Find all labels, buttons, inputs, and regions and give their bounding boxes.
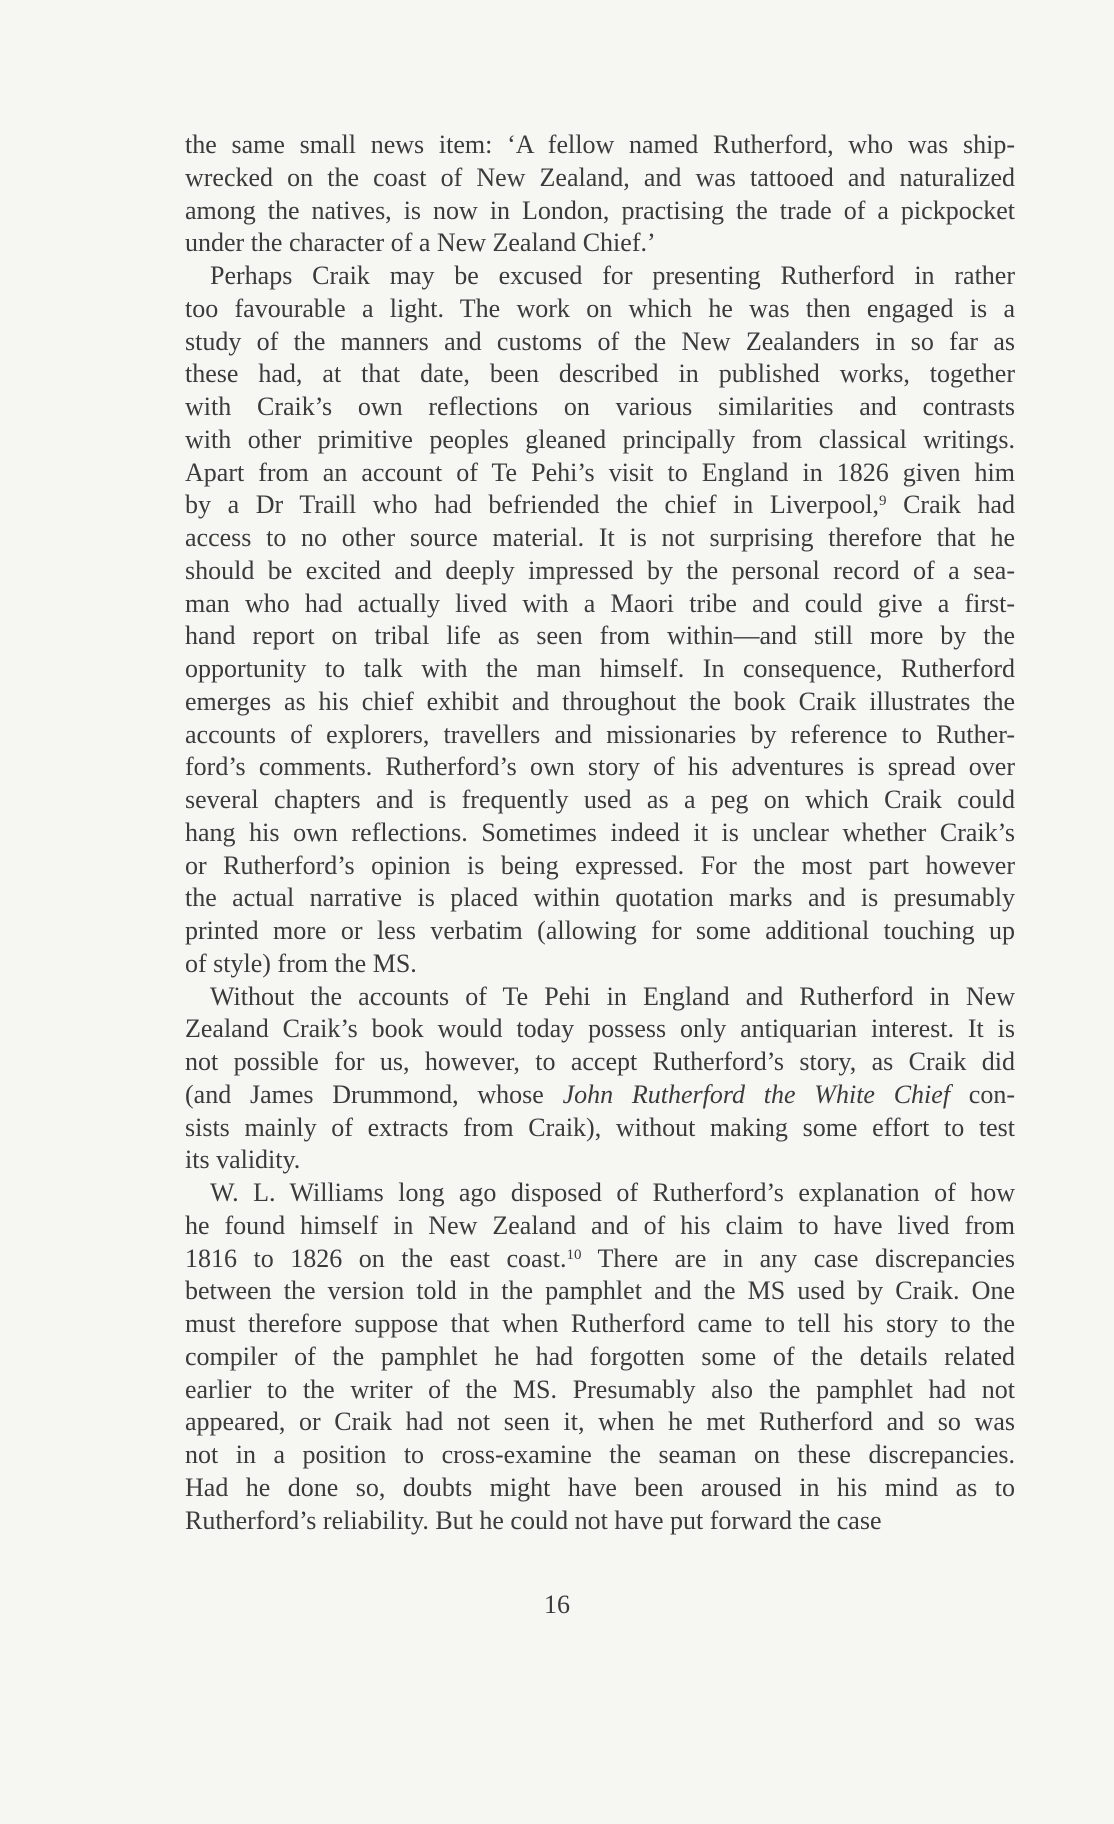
text-line: opportunity to talk with the man himself. In consequence, Rutherford: [185, 654, 1015, 683]
text-line: wrecked on the coast of New Zealand, and was tattooed and naturalized: [185, 162, 1015, 192]
text-line: with Craik’s own reflections on various similarities and contrasts: [185, 392, 1015, 421]
text-line: compiler of the pamphlet he had forgotten some of the details related: [185, 1341, 1015, 1371]
paragraph: [185, 260, 1015, 981]
text-line: Rutherford’s reliability. But he could not have put forward the case: [185, 1505, 882, 1535]
text-line: earlier to the writer of the MS. Presumably also the pamphlet had not: [185, 1374, 1015, 1404]
text-line: Zealand Craik’s book would today possess only antiquarian interest. It is: [185, 1014, 1015, 1044]
text-line: man who had actually lived with a Maori tribe and could give a first-: [185, 588, 1015, 618]
text-line: the same small news item: ‘A fellow named Rutherford, who was ship-: [185, 130, 1015, 159]
text-line: among the natives, is now in London, practising the trade of a pickpocket: [185, 195, 1015, 225]
text-line: the actual narrative is placed within quotation marks and is presumably: [185, 883, 1015, 913]
text-line: of style) from the MS.: [185, 948, 417, 978]
text-line: hang his own reflections. Sometimes indeed it is unclear whether Craik’s: [185, 817, 1015, 847]
text-line: with other primitive peoples gleaned principally from classical writings.: [185, 424, 1015, 454]
text-line: its validity.: [185, 1145, 301, 1175]
text-line: must therefore suppose that when Rutherford came to tell his story to the: [185, 1309, 1015, 1338]
text-line: 1816 to 1826 on the east coast.$^{10}$ There are in any case discrepancies: [185, 1243, 1015, 1273]
text-line: printed more or less verbatim (allowing for some additional touching up: [185, 916, 1015, 945]
text-line: Perhaps Craik may be excused for presenting Rutherford in rather: [210, 261, 1015, 290]
text-line: Without the accounts of Te Pehi in England and Rutherford in New: [210, 981, 1015, 1011]
text-line: not possible for us, however, to accept Rutherford’s story, as Craik did: [185, 1047, 1015, 1076]
text-line: several chapters and is frequently used as a peg on which Craik could: [185, 785, 1015, 814]
paragraph: [185, 981, 1015, 1178]
text-line: W. L. Williams long ago disposed of Rutherford’s explanation of how: [210, 1178, 1015, 1207]
text-line: ford’s comments. Rutherford’s own story of his adventures is spread over: [185, 752, 1015, 782]
text-line: or Rutherford’s opinion is being expressed. For the most part however: [185, 850, 1015, 880]
paragraph: [185, 129, 1015, 260]
text-line: too favourable a light. The work on which he was then engaged is a: [185, 293, 1015, 323]
text-line: Apart from an account of Te Pehi’s visit to England in 1826 given him: [185, 457, 1015, 487]
text-line: he found himself in New Zealand and of his claim to have lived from: [185, 1210, 1015, 1240]
text-line: (and James Drummond, whose John Rutherford the White Chief con-: [185, 1079, 1016, 1109]
text-line: sists mainly of extracts from Craik), without making some effort to test: [185, 1112, 1015, 1142]
text-line: Had he done so, doubts might have been aroused in his mind as to: [185, 1472, 1015, 1502]
body-text: [185, 129, 1015, 1537]
footnote-reference: 9: [878, 493, 887, 509]
text-line: hand report on tribal life as seen from within—and still more by the: [185, 621, 1015, 651]
text-line: emerges as his chief exhibit and throughout the book Craik illustrates the: [185, 686, 1015, 716]
page-number: 16: [544, 1590, 570, 1619]
text-line: these had, at that date, been described in published works, together: [185, 359, 1015, 389]
text-line: should be excited and deeply impressed by the personal record of a sea-: [185, 555, 1015, 585]
text-line: access to no other source material. It is not surprising therefore that he: [185, 523, 1015, 552]
text-line: appeared, or Craik had not seen it, when he met Rutherford and so was: [185, 1407, 1015, 1437]
text-line: study of the manners and customs of the New Zealanders in so far as: [185, 326, 1015, 356]
footnote-reference: 10: [566, 1246, 582, 1263]
text-line: by a Dr Traill who had befriended the chief in Liverpool,$^9$ Craik had: [185, 490, 1016, 520]
text-line: under the character of a New Zealand Chief.’: [185, 228, 656, 258]
italic-title: John Rutherford the White Chief: [562, 1079, 951, 1109]
text-line: accounts of explorers, travellers and missionaries by reference to Ruther-: [185, 719, 1015, 749]
text-line: not in a position to cross-examine the seaman on these discrepancies.: [185, 1440, 1015, 1469]
text-line: between the version told in the pamphlet and the MS used by Craik. One: [185, 1276, 1015, 1306]
paragraph: [185, 1177, 1015, 1537]
